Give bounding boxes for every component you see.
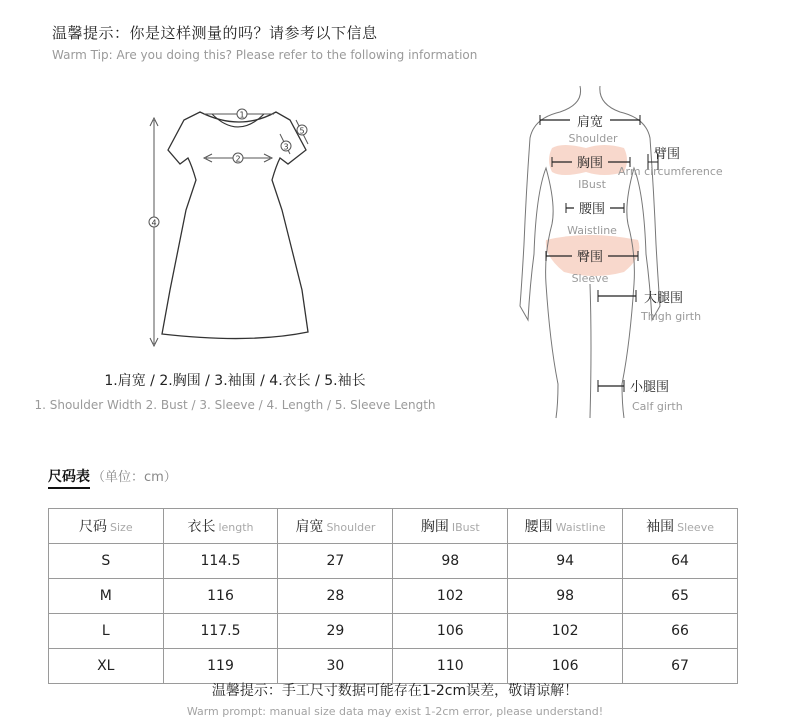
arm-label: 臂围 (654, 147, 681, 162)
marker-1 (237, 109, 247, 120)
calf-label: 小腿围 (630, 380, 670, 395)
footer-note: 温馨提示：手工尺寸数据可能存在1-2cm误差，敬请谅解！ (211, 683, 579, 699)
cell-size: XL (49, 649, 164, 684)
svg-text:3: 3 (283, 142, 289, 152)
cell-bust: 106 (393, 614, 508, 649)
hip-english: Sleeve (571, 272, 609, 285)
cell-sleeve: 66 (623, 614, 738, 649)
cell-shoulder: 28 (278, 579, 393, 614)
cell-bust: 102 (393, 579, 508, 614)
cell-waist: 106 (508, 649, 623, 684)
table-header-row (49, 509, 738, 544)
marker-4 (149, 217, 159, 228)
cell-size: L (49, 614, 164, 649)
cell-waist: 98 (508, 579, 623, 614)
footer-note-english: Warm prompt: manual size data may exist 1-2cm error, please understand! (186, 705, 604, 718)
svg-text:4: 4 (151, 218, 157, 228)
cell-waist: 102 (508, 614, 623, 649)
cell-sleeve: 65 (623, 579, 738, 614)
size-chart-unit: （单位：cm） (92, 470, 177, 485)
cell-length: 117.5 (163, 614, 278, 649)
thigh-english: Thigh girth (641, 310, 702, 323)
cell-bust: 110 (393, 649, 508, 684)
calf-english: Calf girth (632, 400, 683, 413)
waist-english: Waistline (567, 224, 617, 237)
column-header-waist: 腰围 Waistline (508, 509, 623, 544)
dress-diagram (140, 100, 320, 360)
waist-label: 腰围 (578, 202, 606, 217)
cell-length: 114.5 (163, 544, 278, 579)
marker-5 (297, 125, 307, 136)
cell-bust: 98 (393, 544, 508, 579)
cell-size: M (49, 579, 164, 614)
bust-label: 胸围 (576, 156, 604, 171)
cell-waist: 94 (508, 544, 623, 579)
column-header-shoulder: 肩宽 Shoulder (278, 509, 393, 544)
cell-sleeve: 64 (623, 544, 738, 579)
cell-length: 116 (163, 579, 278, 614)
shoulder-english: Shoulder (568, 132, 618, 145)
cell-shoulder: 30 (278, 649, 393, 684)
column-header-size: 尺码 Size (49, 509, 164, 544)
cell-size: S (49, 544, 164, 579)
table-row (49, 579, 738, 614)
hip-label: 臀围 (576, 250, 604, 265)
dress-legend-english: 1. Shoulder Width 2. Bust / 3. Sleeve / 4. Length / 5. Sleeve Length (34, 398, 436, 412)
size-chart-heading: 尺码表 (48, 469, 90, 489)
cell-sleeve: 67 (623, 649, 738, 684)
thigh-label: 大腿围 (644, 291, 684, 306)
svg-text:5: 5 (299, 126, 305, 136)
cell-length: 119 (163, 649, 278, 684)
table-row (49, 649, 738, 684)
dress-legend: 1.肩宽 / 2.胸围 / 3.袖围 / 4.衣长 / 5.袖长 (104, 373, 366, 389)
warm-tip-subtitle: Warm Tip: Are you doing this? Please refer to the following information (52, 48, 478, 62)
arm-english: Arm circumference (618, 165, 723, 178)
column-header-bust: 胸围 IBust (393, 509, 508, 544)
column-header-length: 衣长 length (163, 509, 278, 544)
shoulder-label: 肩宽 (576, 115, 604, 130)
column-header-sleeve: 袖围 Sleeve (623, 509, 738, 544)
svg-text:2: 2 (235, 154, 241, 164)
svg-text:1: 1 (239, 110, 245, 120)
table-row (49, 544, 738, 579)
table-row (49, 614, 738, 649)
body-diagram (500, 84, 770, 420)
cell-shoulder: 29 (278, 614, 393, 649)
size-chart-title (48, 466, 177, 486)
bust-english: IBust (578, 178, 606, 191)
cell-shoulder: 27 (278, 544, 393, 579)
marker-2 (233, 153, 243, 164)
marker-3 (281, 141, 291, 152)
warm-tip-title: 温馨提示：你是这样测量的吗？请参考以下信息 (52, 24, 378, 42)
size-table (48, 508, 738, 684)
